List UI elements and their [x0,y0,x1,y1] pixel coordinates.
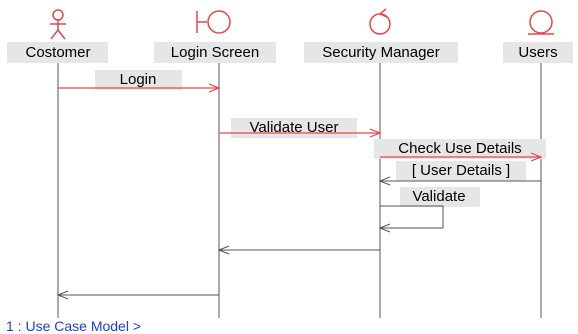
message-label-validate: Validate [412,188,466,205]
message-arrow-validate-self [380,206,443,232]
participant-label-security-manager: Security Manager [322,44,440,61]
boundary-icon [197,11,230,33]
participant-label-costomer: Costomer [25,44,91,61]
footer-link[interactable]: 1 : Use Case Model > [6,318,142,334]
entity-icon [528,11,554,34]
actor-icon [50,10,66,39]
participant-label-users: Users [518,44,558,61]
message-label-user-details: [ User Details ] [411,162,511,179]
message-label-login: Login [119,71,157,88]
message-label-validate-user: Validate User [249,119,339,136]
return-arrow-costomer [58,291,219,299]
return-arrow-login-screen [219,246,380,254]
control-icon [370,9,390,34]
participant-label-login-screen: Login Screen [170,44,260,61]
message-label-check-use-details: Check Use Details [398,140,522,157]
